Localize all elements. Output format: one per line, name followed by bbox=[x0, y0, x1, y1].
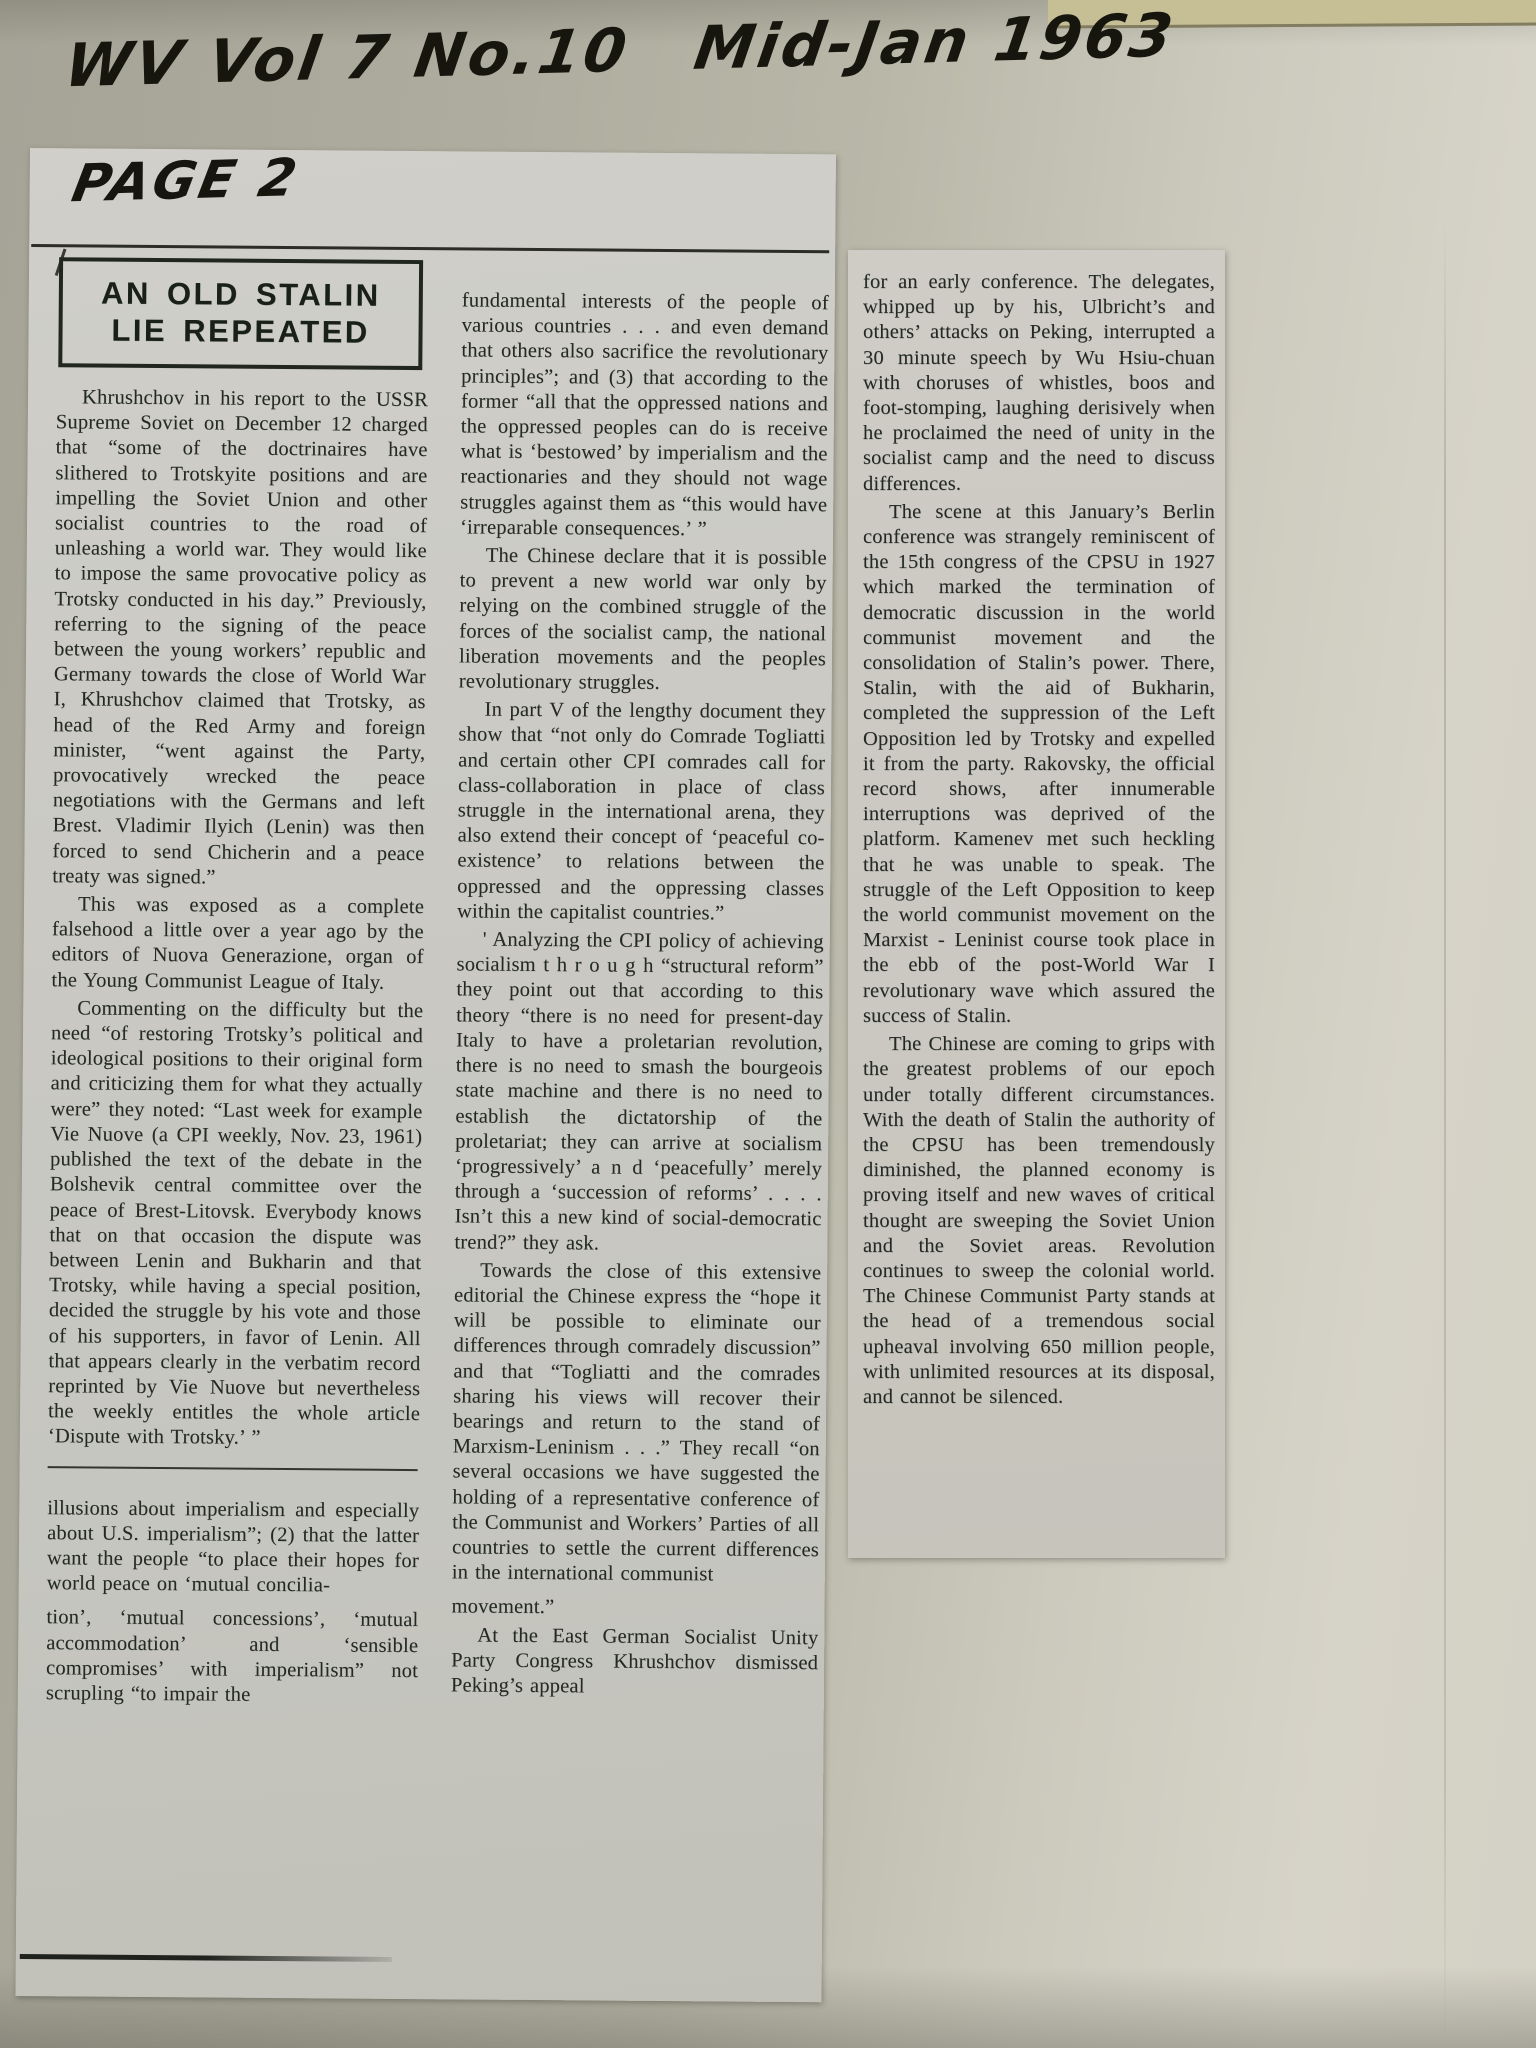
article-paragraph: illusions about imperialism and especially about U.S. imperialism”; (2) that the latter want the people “to place their hopes for world peace on ‘mutual concilia- bbox=[46, 1496, 420, 1597]
article-paragraph: At the East German Socialist Unity Party Congress Khrushchov dismissed Peking’s appeal bbox=[450, 1624, 819, 1698]
article-paragraph: In part V of the lengthy document they show that “not only do Comrade Togliatti and certain other CPI comrades call for class-collaboration in place of class struggle in the international arena, they also extend their concept of ‘peaceful co-existence’ to relations between the oppressed and the oppressing classes within the capitalist countries.” bbox=[456, 698, 826, 925]
article-paragraph: Towards the close of this extensive editorial the Chinese express the “hope it will be possible to eliminate our differences through comradely discussion” and that “Togliatti and the comrades sharing his views will recover their bearings and return to the stand of Marxism-Leninism . . .” They recall “on several occasions we have suggested the holding of a representative conference of the Communist and Workers’ Parties of all countries to settle the current differences in the international communist bbox=[451, 1259, 822, 1586]
article-column-2 bbox=[451, 288, 829, 1704]
article-paragraph: for an early conference. The delegates, whipped up by his, Ulbricht’s and others’ attacks on Peking, interrupted a 30 minute speech by Wu Hsiu-chuan with choruses of whistles, boos and foot-stomping, laughing derisively when he proclaimed the need of unity in the socialist camp and the need to discuss differences. bbox=[863, 271, 1215, 495]
article-paragraph: The scene at this January’s Berlin conference was strangely reminiscent of the 15th congress of the CPSU in 1927 which marked the termination of democratic discussion in the world communist movement and the consolidation of Stalin’s power. There, Stalin, with the aid of Bukharin, completed the suppression of the Left Opposition led by Trotsky and expelled it from the party. Rakovsky, the official record shows, after innumerable interruptions was deprived of the platform. Kamenev met such heckling that he was unable to speak. The struggle of the Left Opposition to keep the world communist movement on the Marxist - Leninist course took place in the ebb of the post-World War I revolutionary wave which assured the success of Stalin. bbox=[863, 500, 1215, 1027]
article-headline-line-2: LIE REPEATED bbox=[111, 312, 370, 350]
section-divider-rule bbox=[48, 1466, 418, 1471]
newspaper-clipping-main bbox=[15, 148, 835, 2002]
article-headline-line-1: AN OLD STALIN bbox=[100, 275, 381, 313]
article-paragraph: This was exposed as a complete falsehood a little over a year ago by the editors of Nuova Generazione, organ of the Young Communist League of Italy. bbox=[51, 893, 425, 994]
headline-box bbox=[58, 257, 423, 370]
article-paragraph: ' Analyzing the CPI policy of achieving socialism t h r o u g h “structural reform” they point out that according to this theory “there is no need for present-day Italy to have a proletarian revolution, there is no need to smash the bourgeois state machine and there is no need to establish the dictatorship of the proletariat; they can arrive at socialism ‘progressively’ a n d ‘peacefully’ merely through a ‘succession of reforms’ . . . . Isn’t this a new kind of social-democratic trend?” they ask. bbox=[454, 928, 824, 1255]
clipping-top-rule bbox=[31, 244, 829, 253]
article-paragraph: The Chinese are coming to grips with the greatest problems of our epoch under totally different circumstances. With the death of Stalin the authority of the CPSU has been tremendously diminished, the planned economy is proving itself and new waves of critical thought are sweeping the Soviet Union and the Soviet areas. Revolution continues to sweep the colonial world. The Chinese Communist Party stands at the head of a tremendous social upheaval involving 650 million people, with unlimited resources at its disposal, and cannot be silenced. bbox=[863, 1033, 1215, 1408]
article-column-3 bbox=[863, 270, 1215, 1413]
page-crease bbox=[1444, 220, 1446, 2048]
article-paragraph: fundamental interests of the people of various countries . . . and even demand that others also sacrifice the revolutionary principles”; and (3) that according to the former “all that the oppressed nations and the oppressed peoples can do is receive what is ‘bestowed’ by imperialism and the reactionaries and they should not wage struggles against them as “this would have ‘irreparable consequences.’ ” bbox=[459, 289, 829, 541]
article-paragraph: Commenting on the difficulty but the need “of restoring Trotsky’s political and ideological positions to their original form and criticizing them for what they actually were” they noted: “Last week for example Vie Nuove (a CPI weekly, Nov. 23, 1961) published the text of the debate in the Bolshevik central committee over the peace of Brest-Litovsk. Everybody knows that on that occasion the dispute was between Lenin and Bukharin and that Trotsky, while having a special position, decided the struggle by his vote and those of his supporters, in favor of Lenin. All that appears clearly in the verbatim record reprinted by Vie Nuove but nevertheless the weekly entitles the whole article ‘Dispute with Trotsky.’ ” bbox=[47, 997, 424, 1450]
article-column-1 bbox=[46, 253, 429, 1712]
clipping-bottom-rule bbox=[20, 1954, 392, 1962]
handwritten-issue-annotation bbox=[60, 1, 1180, 102]
handwritten-page-label: PAGE 2 bbox=[67, 148, 305, 215]
newspaper-clipping-right bbox=[848, 250, 1225, 1558]
article-paragraph: tion’, ‘mutual concessions’, ‘mutual accommodation’ and ‘sensible compromises’ with imperialism” not scrupling “to impair the bbox=[45, 1606, 419, 1706]
article-paragraph: The Chinese declare that it is possible to prevent a new world war only by relying on the combined struggle of the forces of the socialist camp, the national liberation movements and the peoples revolutionary struggles. bbox=[458, 544, 827, 695]
handwritten-issue-date: Mid-Jan 1963 bbox=[689, 0, 1180, 84]
handwritten-issue-number: WV Vol 7 No.10 bbox=[60, 15, 634, 102]
article-paragraph: movement.” bbox=[451, 1595, 555, 1619]
article-paragraph: Khrushchov in his report to the USSR Supreme Soviet on December 12 charged that “some of the doctrinaires have slithered to Trotskyite positions and are impelling the Soviet Union and other socialist countries to the road of unleashing a world war. They would like to impose the same provocative policy as Trotsky conducted in his day.” Previously, referring to the signing of the peace between the young workers’ republic and Germany towards the close of World War I, Khrushchov claimed that Trotsky, as head of the Red Army and foreign minister, “went against the Party, provocatively wrecked the peace negotiations with the Germans and left Brest. Vladimir Ilyich (Lenin) was then forced to send Chicherin and a peace treaty was signed.” bbox=[52, 386, 429, 889]
